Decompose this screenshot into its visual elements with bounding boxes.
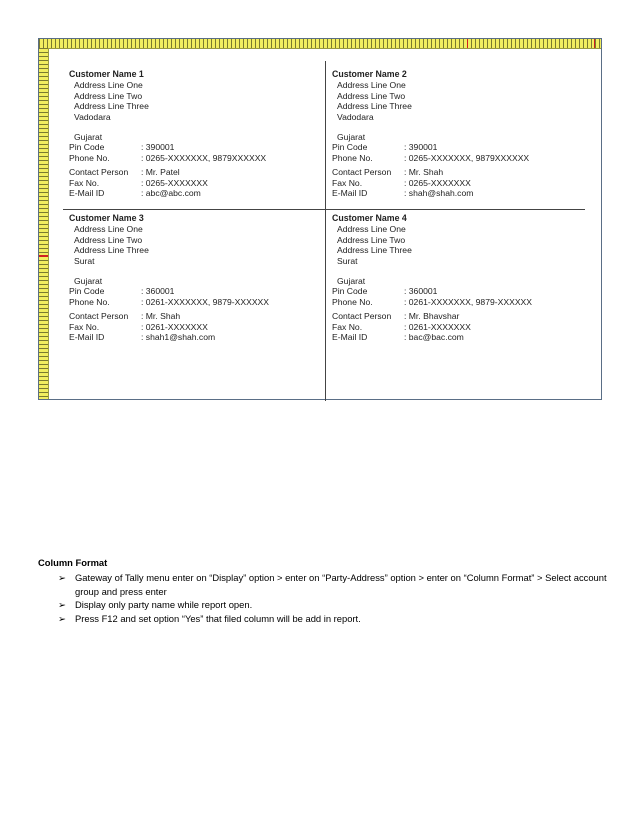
- email-id-label: E-Mail ID: [69, 332, 105, 343]
- pin-code-value: : 390001: [404, 142, 438, 153]
- pin-code-row: [69, 142, 266, 152]
- ruler-marker: [39, 255, 48, 257]
- ruler-marker: [467, 39, 468, 48]
- fax-number-row: [332, 322, 532, 332]
- address-line: Address Line One: [74, 224, 143, 235]
- fax-number-value: : 0261-XXXXXXX: [141, 321, 208, 332]
- column-divider: [325, 61, 326, 401]
- contact-person-row: [69, 167, 266, 177]
- list-item-text: Display only party name while report open.: [75, 599, 253, 610]
- email-id-row: [69, 332, 269, 342]
- customer-card-1: [69, 69, 266, 198]
- pin-code-label: Pin Code: [69, 142, 105, 153]
- email-id-label: E-Mail ID: [332, 188, 368, 199]
- phone-number-row: [332, 153, 529, 163]
- fax-number-row: [69, 178, 266, 188]
- address-line: Surat: [74, 255, 95, 266]
- customer-name: Customer Name 3: [69, 213, 144, 223]
- fax-number-label: Fax No.: [332, 177, 363, 188]
- spacer: [69, 266, 269, 276]
- fax-number-row: [69, 322, 269, 332]
- email-id-row: [332, 332, 532, 342]
- address-line: Address Line Three: [74, 245, 149, 256]
- phone-number-label: Phone No.: [69, 296, 110, 307]
- customer-card-2: [332, 69, 529, 198]
- pin-code-value: : 360001: [404, 286, 438, 297]
- pin-code-row: [69, 286, 269, 296]
- address-line: Address Line Two: [74, 234, 143, 245]
- contact-person-value: : Mr. Shah: [404, 167, 444, 178]
- vertical-ruler: [39, 48, 49, 399]
- address-line: Surat: [337, 255, 358, 266]
- list-item-text: Gateway of Tally menu enter on “Display” option > enter on “Party-Address” option > enter on “Column Format” > Select account group and press enter: [75, 572, 607, 597]
- horizontal-ruler: [39, 39, 601, 49]
- fax-number-value: : 0265-XXXXXXX: [141, 177, 208, 188]
- email-id-label: E-Mail ID: [69, 188, 105, 199]
- state: Gujarat: [74, 276, 103, 287]
- address-line: Address Line Three: [337, 245, 412, 256]
- phone-number-label: Phone No.: [332, 296, 373, 307]
- email-id-label: E-Mail ID: [332, 332, 368, 343]
- state: Gujarat: [74, 132, 103, 143]
- contact-person-row: [332, 311, 532, 321]
- address-line: Address Line Three: [337, 101, 412, 112]
- pin-code-value: : 390001: [141, 142, 175, 153]
- contact-person-row: [332, 167, 529, 177]
- row-divider: [63, 209, 585, 210]
- email-id-value: : shah@shah.com: [404, 188, 474, 199]
- phone-number-label: Phone No.: [69, 152, 110, 163]
- phone-number-value: : 0261-XXXXXXX, 9879-XXXXXX: [404, 296, 533, 307]
- address-line: Vadodara: [74, 111, 111, 122]
- arrow-bullet-icon: ➢: [58, 599, 66, 610]
- phone-number-row: [69, 153, 266, 163]
- fax-number-label: Fax No.: [69, 321, 100, 332]
- contact-person-value: : Mr. Patel: [141, 167, 180, 178]
- address-line: Address Line Two: [74, 90, 143, 101]
- list-item: [58, 612, 618, 626]
- address-line: Vadodara: [337, 111, 374, 122]
- email-id-value: : shah1@shah.com: [141, 332, 216, 343]
- phone-number-value: : 0265-XXXXXXX, 9879XXXXXX: [141, 152, 267, 163]
- email-id-row: [69, 188, 266, 198]
- report-screenshot: [38, 38, 602, 400]
- pin-code-label: Pin Code: [332, 286, 368, 297]
- phone-number-row: [69, 297, 269, 307]
- contact-person-label: Contact Person: [332, 311, 392, 322]
- customer-name: Customer Name 4: [332, 213, 407, 223]
- pin-code-value: : 360001: [141, 286, 175, 297]
- address-line: Address Line One: [337, 224, 406, 235]
- list-item: [58, 598, 618, 612]
- contact-person-label: Contact Person: [332, 167, 392, 178]
- pin-code-row: [332, 286, 532, 296]
- phone-number-label: Phone No.: [332, 152, 373, 163]
- list-item-text: Press F12 and set option “Yes” that filed column will be add in report.: [75, 612, 361, 624]
- address-line: Address Line One: [337, 80, 406, 91]
- address-line: Address Line Two: [337, 90, 406, 101]
- fax-number-value: : 0261-XXXXXXX: [404, 321, 471, 332]
- spacer: [332, 266, 532, 276]
- pin-code-label: Pin Code: [69, 286, 105, 297]
- address-line: Address Line One: [74, 80, 143, 91]
- phone-number-value: : 0265-XXXXXXX, 9879XXXXXX: [404, 152, 530, 163]
- customer-card-3: [69, 213, 269, 342]
- email-id-value: : bac@bac.com: [404, 332, 464, 343]
- address-line: Address Line Three: [74, 101, 149, 112]
- state: Gujarat: [337, 276, 366, 287]
- spacer: [69, 122, 266, 132]
- contact-person-row: [69, 311, 269, 321]
- arrow-bullet-icon: ➢: [58, 572, 66, 583]
- customer-card-4: [332, 213, 532, 342]
- contact-person-label: Contact Person: [69, 167, 129, 178]
- fax-number-label: Fax No.: [332, 321, 363, 332]
- fax-number-row: [332, 178, 529, 188]
- spacer: [332, 122, 529, 132]
- ruler-marker: [594, 39, 595, 48]
- list-item: [58, 571, 618, 598]
- instruction-list: [58, 571, 618, 625]
- contact-person-value: : Mr. Bhavshar: [404, 311, 460, 322]
- contact-person-label: Contact Person: [69, 311, 129, 322]
- address-line: Address Line Two: [337, 234, 406, 245]
- fax-number-value: : 0265-XXXXXXX: [404, 177, 471, 188]
- pin-code-label: Pin Code: [332, 142, 368, 153]
- phone-number-value: : 0261-XXXXXXX, 9879-XXXXXX: [141, 296, 270, 307]
- customer-name: Customer Name 1: [69, 69, 144, 79]
- phone-number-row: [332, 297, 532, 307]
- section-heading: Column Format: [38, 557, 108, 568]
- pin-code-row: [332, 142, 529, 152]
- fax-number-label: Fax No.: [69, 177, 100, 188]
- contact-person-value: : Mr. Shah: [141, 311, 181, 322]
- state: Gujarat: [337, 132, 366, 143]
- email-id-row: [332, 188, 529, 198]
- customer-name: Customer Name 2: [332, 69, 407, 79]
- arrow-bullet-icon: ➢: [58, 612, 66, 624]
- email-id-value: : abc@abc.com: [141, 188, 201, 199]
